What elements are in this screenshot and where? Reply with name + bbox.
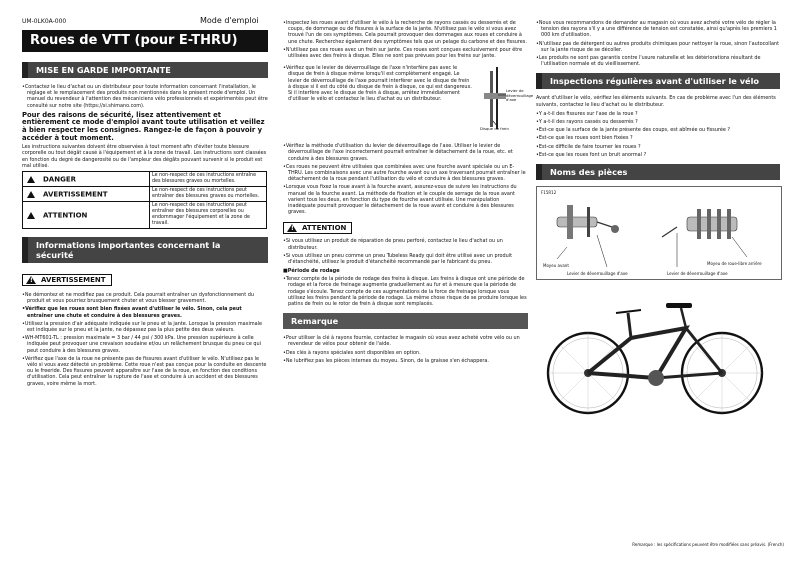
intro-bullet: • Contactez le lieu d'achat ou un distributeur pour toute information concernant l'installation, le réglage et le remplacement des produits non mentionnés dans le présent mode d'emploi. Un manuel du revendeur à l'attention des mécaniciens vélo professionnels et expérimentés peut être consulté sur notre site (https://si.shimano.com). xyxy=(22,84,268,109)
remarque-heading: Remarque xyxy=(283,313,528,329)
warranty-bullet: • Les produits ne sont pas garantis contre l'usure naturelle et les détériorations résultant de l'utilisation normale et du vieillissement. xyxy=(536,55,780,67)
safety-bullet-bold: • Vérifiez que les roues sont bien fixées avant d'utiliser le vélo. Sinon, cela peut entraîner une chute et conduire à des blessures graves. xyxy=(22,306,268,318)
remarque-bullet: • Pour utiliser la clé à rayons fournie, contactez le magasin où vous avez acheté votre vélo ou un revendeur de vélos pour obtenir de l'aide. xyxy=(283,335,528,347)
remarque-bullet: • Ne lubrifiez pas les pièces internes du moyeu. Sinon, de la graisse s'en échappera. xyxy=(283,358,528,364)
warning-triangle-icon xyxy=(27,212,35,219)
safety-bullet: • WH-MT601-TL : pression maximale = 3 bar / 44 psi / 300 kPa. Une pression supérieure à celle indiquée peut provoquer une crevaison soudaine et/ou un relâchement brusque du pneu ce qui peut conduire à des blessures graves. xyxy=(22,335,268,354)
caution-label: ATTENTION xyxy=(302,224,347,233)
lever-method-bullet: • Vérifiez la méthode d'utilisation du levier de déverrouillage de l'axe. Utiliser le levier de déverrouillage de l'axe incorrectement pourrait entraîner le détachement de la roue, etc. et conduire à des blessures graves. xyxy=(283,143,528,162)
lever-label: Levier de déverrouillage d'axe xyxy=(506,88,534,103)
attention-badge xyxy=(283,222,352,234)
doc-code: UM-0LK0A-000 xyxy=(22,18,67,25)
level-label: ATTENTION xyxy=(43,211,88,219)
page-title: Roues de VTT (pour E-THRU) xyxy=(22,30,268,52)
level-text: Le non-respect de ces instructions peut entraîner des blessures graves ou mortelles. xyxy=(150,187,267,202)
warning-triangle-icon xyxy=(287,224,297,232)
check-item: • Est-ce que la surface de la jante présente des coups, est abîmée ou fissurée ? xyxy=(536,127,780,133)
check-item: • Est-ce que les roues font un bruit anormal ? xyxy=(536,152,780,158)
parts-code: F15R12 xyxy=(541,190,557,196)
section-inspect-heading: Inspections régulières avant d'utiliser le vélo xyxy=(536,73,780,89)
hub-label: Moyeu avant xyxy=(543,263,569,269)
check-item: • Est-ce difficile de faire tourner les roues ? xyxy=(536,144,780,150)
check-item: • Est-ce que les roues sont bien fixées ? xyxy=(536,135,780,141)
level-text: Le non-respect de ces instructions peut entraîner des blessures corporelles ou endommager l'équipement et la zone de travail. xyxy=(150,202,267,229)
lever-label: Levier de déverrouillage d'axe xyxy=(567,271,628,277)
fork-bullet: • Ces roues ne peuvent être utilisées que combinées avec une fourche avant spéciale ou un E-THRU. Les combinaisons avec une autre fourche avant ou un axe traversant pourrait entraîner le détachement de la roue pendant l'utilisation du vélo et conduire à des blessures graves. xyxy=(283,164,528,183)
level-label: AVERTISSEMENT xyxy=(43,190,108,198)
column-3 xyxy=(536,20,780,418)
remarque-bullet: • Des clés à rayons spéciales sont disponibles en option. xyxy=(283,350,528,356)
inspect-intro: Avant d'utiliser le vélo, vérifiez les éléments suivants. En cas de problème avec l'un des éléments suivants, contactez le lieu d'achat ou le distributeur. xyxy=(536,95,776,108)
rim-brake-bullet: • N'utilisez pas ces roues avec un frein sur jante. Ces roues sont conçues exclusivement pour être utilisées avec des freins à disque. Elles ne sont pas prévues pour les freins sur jante. xyxy=(283,47,528,59)
caution-bullet: • Si vous utilisez un pneu comme un pneu Tubeless Ready qui doit être utilisé avec un produit d'étanchéité, utilisez le produit d'étanchéité recommandé par le fabricant du pneu. xyxy=(283,253,528,265)
front-wheel-bullet: • Lorsque vous fixez la roue avant à la fourche avant, assurez-vous de suivre les instructions du manuel de la fourche avant. La méthode de fixation et le couple de serrage de la roue avant varient tous les deux, en fonction du type de fourche avant utilisée. Une manipulation inadéquate pourrait provoquer le détachement de la roue avant et conduire à des blessures graves. xyxy=(283,184,528,215)
caution-bullet: • Si vous utilisez un produit de réparation de pneu perforé, contactez le lieu d'achat ou un distributeur. xyxy=(283,238,528,250)
doc-type: Mode d'emploi xyxy=(200,16,259,25)
hub-free-label: Moyeu de roue-libre arrière xyxy=(707,261,762,267)
safety-bullet: • Vérifiez que l'axe de la roue ne présente pas de fissures avant d'utiliser le vélo. N'utilisez pas le vélo si vous avez détecté un problème. Cette roue n'est pas conçue pour la conduite en descente ou le freeride. Des fissures peuvent apparaître sur l'axe de la roue, en fonction des conditions d'utilisation. Cela peut entraîner la rupture de l'axe et conduire à un accident et des blessures graves, voire même la mort. xyxy=(22,356,268,387)
avertissement-badge xyxy=(22,274,112,286)
warning-label: AVERTISSEMENT xyxy=(41,276,106,284)
column-1 xyxy=(22,62,268,389)
check-item: • Y a-t-il des rayons cassés ou desserrés ? xyxy=(536,119,780,125)
parts-figure xyxy=(536,186,782,280)
safety-bullet: • Utilisez la pression d'air adéquate indiquée sur le pneu et la jante. Lorsque la pression maximale est indiquée sur le pneu et la jante, ne dépassez pas la plus petite des deux valeurs. xyxy=(22,321,268,333)
bicycle-illustration xyxy=(536,288,780,418)
warning-triangle-icon xyxy=(27,176,35,183)
warning-triangle-icon xyxy=(27,191,35,198)
column-2 xyxy=(283,20,534,366)
warning-triangle-icon xyxy=(26,276,36,284)
lever-label-rear: Levier de déverrouillage d'axe xyxy=(667,271,728,277)
level-row-danger xyxy=(23,172,267,187)
hazard-levels-table xyxy=(22,171,267,229)
bold-notice: Pour des raisons de sécurité, lisez attentivement et entièrement ce mode d'emploi avant toute utilisation et veillez à bien respecter les consignes. Rangez-le de façon à pouvoir y accéder à tout moment. xyxy=(22,110,265,142)
instructions-paragraph: Les instructions suivantes doivent être observées à tout moment afin d'éviter toute blessure corporelle ou tout dégât causé à l'équipement et à la zone de travail. Les instructions sont classées en fonction du degré de dangerosité ou de l'ampleur des dégâts pouvant survenir si le produit est mal utilisé. xyxy=(22,144,267,169)
section-safety-heading: Informations importantes concernant la sécurité xyxy=(22,237,268,263)
safety-bullet: • Ne démontez et ne modifiez pas ce produit. Cela pourrait entraîner un dysfonctionnement du produit et vous pourriez brusquement chuter et vous blesser gravement. xyxy=(22,292,268,304)
rodage-title: ■Période de rodage xyxy=(283,268,340,275)
footer-note: Remarque : les spécifications peuvent être modifiées sans préavis. (French) xyxy=(632,542,784,547)
tension-bullet: • Nous vous recommandons de demander au magasin où vous avez acheté votre vélo de régler la tension des rayons s'il y a une différence de tension est constatée, ainsi qu'après les premiers 1 000 km d'utilisation. xyxy=(536,20,780,39)
level-text: Le non-respect de ces instructions entraîne des blessures graves ou mortelles. xyxy=(150,172,267,187)
level-label: DANGER xyxy=(43,175,77,183)
level-row-avertissement xyxy=(23,187,267,202)
lever-bullet: • Vérifiez que le levier de déverrouillage de l'axe n'interfère pas avec le disque de frein à disque même lorsqu'il est complètement engagé. Le levier de déverrouillage de l'axe pourrait interférer avec le disque de frein à disque si il est du côté du disque de frein à disque, ce qui est dangereux. Si il interfère avec le disque de frein à disque, arrêtez immédiatement d'utiliser le vélo et contactez le lieu d'achat ou un distributeur. xyxy=(283,65,473,133)
rodage-bullet: • Tenez compte de la période de rodage des freins à disque. Les freins à disque ont une période de rodage et la force de freinage augmente graduellement au fur et à mesure que la période de rodage s'écoule. Tenez compte de ces augmentations de la force de freinage lorsque vous utilisez les freins pendant la période de rodage. La même chose risque de se produire lorsque les patins de frein ou le rotor de frein à disque sont remplacés. xyxy=(283,276,528,307)
section-warning-heading: MISE EN GARDE IMPORTANTE xyxy=(22,62,268,78)
lever-figure xyxy=(476,65,534,135)
section-parts-heading: Noms des pièces xyxy=(536,164,780,180)
disc-label: Disque de frein xyxy=(480,126,509,132)
level-row-attention xyxy=(23,202,267,229)
check-item: • Y a-t-il des fissures sur l'axe de la roue ? xyxy=(536,111,780,117)
inspect-bullet: • Inspectez les roues avant d'utiliser le vélo à la recherche de rayons cassés ou desserrés et de coups, de dommage ou de fissures à la surface de la jante. N'utilisez pas le vélo si vous avez trouvé l'un de ces symptômes. Cela pourrait provoquer des dommages aux roues et conduire à une chute. Recherchez également des symptômes tels que un pelage du carbone et des fissures. xyxy=(283,20,528,45)
detergent-bullet: • N'utilisez pas de détergent ou autres produits chimiques pour nettoyer la roue, sinon l'autocollant sur la jante risque de se décoller. xyxy=(536,41,780,53)
